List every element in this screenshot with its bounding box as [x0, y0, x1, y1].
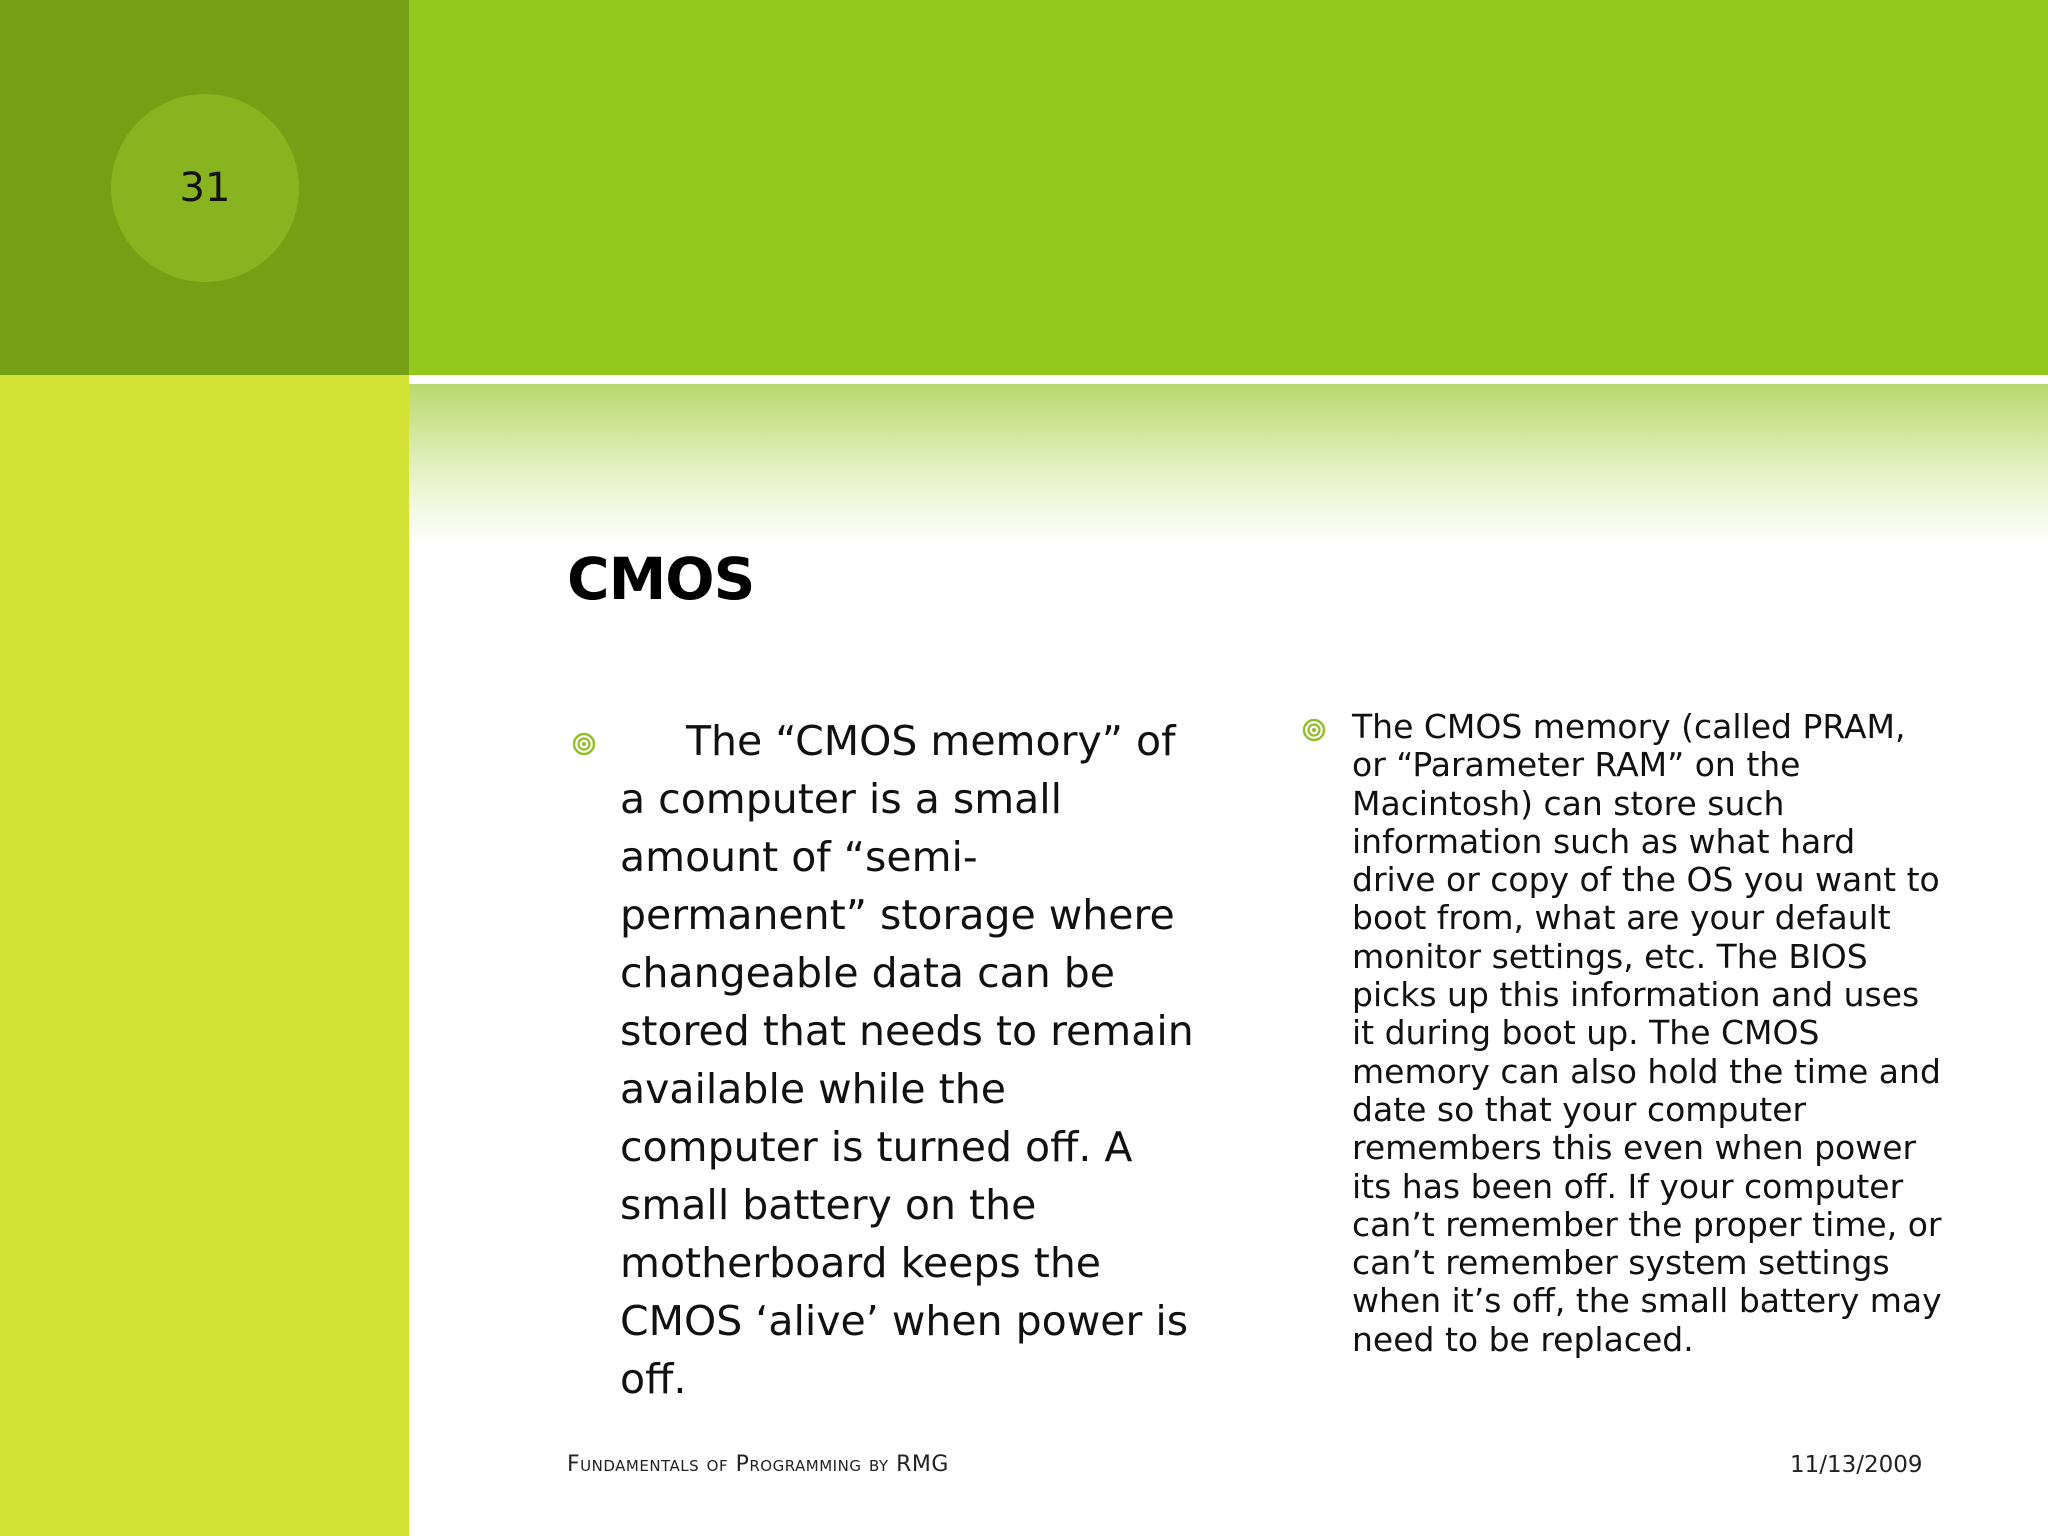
slide-side-strip	[0, 375, 409, 1536]
concentric-circle-bullet-icon	[572, 732, 596, 756]
header-fade-band	[409, 384, 2048, 544]
left-bullet-text: The “CMOS memory” of a computer is a small amount of “semi-permanent” storage where changeable data can be stored that needs to remain available while the computer is turned off. A small battery on the motherboard keeps the CMOS ‘alive’ when power is off.	[620, 717, 1194, 1403]
concentric-circle-bullet-icon	[1302, 718, 1326, 742]
right-bullet-item	[1352, 708, 1942, 1359]
slide-header-band	[409, 0, 2048, 375]
footer-course-title: Fundamentals of Programming by RMG	[567, 1452, 949, 1477]
footer-date: 11/13/2009	[1790, 1452, 1923, 1478]
right-bullet-text: The CMOS memory (called PRAM, or “Parameter RAM” on the Macintosh) can store such information such as what hard drive or copy of the OS you want to boot from, what are your default monitor settings, etc. The BIOS picks up this information and uses it during boot up. The CMOS memory can also hold the time and date so that your computer remembers this even when power its has been off. If your computer can’t remember the proper time, or can’t remember system settings when it’s off, the small battery may need to be replaced.	[1352, 707, 1942, 1359]
header-divider	[409, 375, 2048, 384]
slide-title: CMOS	[567, 545, 755, 613]
left-bullet-item	[620, 712, 1200, 1408]
slide-number: 31	[179, 165, 231, 211]
